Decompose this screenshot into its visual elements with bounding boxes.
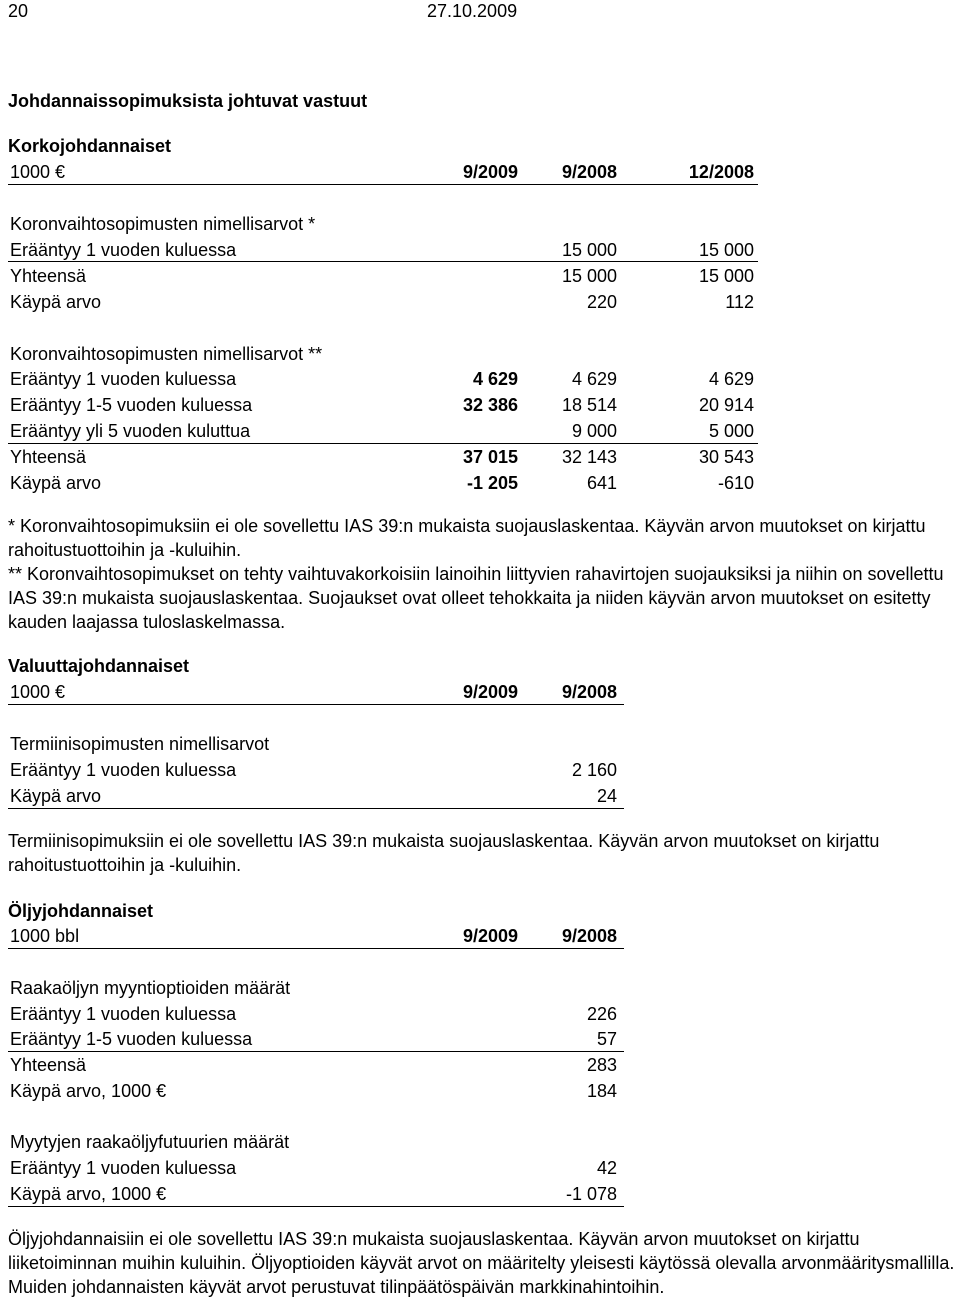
table-cell: 18 514 (561, 395, 617, 415)
oil-notes (8, 1227, 958, 1299)
table-cell: 5 000 (708, 421, 754, 441)
interest-col-3: 12/2008 (688, 162, 754, 182)
interest-group2-label: Koronvaihtosopimusten nimellisarvot ** (10, 344, 323, 364)
row-rule (8, 808, 624, 809)
oil-col-1: 9/2009 (462, 926, 518, 946)
table-cell: -610 (717, 473, 754, 493)
table-row-label: Erääntyy 1 vuoden kuluessa (10, 240, 237, 260)
currency-notes (8, 829, 958, 877)
page-date: 27.10.2009 (427, 1, 518, 21)
table-cell: 226 (586, 1004, 617, 1024)
table-cell: 641 (586, 473, 617, 493)
interest-col-2: 9/2008 (561, 162, 617, 182)
table-cell: 220 (586, 292, 617, 312)
table-cell: 2 160 (571, 760, 617, 780)
table-row-label: Käypä arvo, 1000 € (10, 1081, 167, 1101)
oil-group2-label: Myytyjen raakaöljyfutuurien määrät (10, 1132, 290, 1152)
page-title: Johdannaissopimuksista johtuvat vastuut (8, 91, 368, 111)
table-row-label: Yhteensä (10, 266, 87, 286)
table-row-label: Erääntyy 1-5 vuoden kuluessa (10, 395, 253, 415)
oil-unit: 1000 bbl (10, 926, 80, 946)
page-number: 20 (8, 1, 29, 21)
interest-notes (8, 514, 958, 634)
table-cell: 32 143 (561, 447, 617, 467)
row-rule (8, 1206, 624, 1207)
table-row-label: Erääntyy 1 vuoden kuluessa (10, 760, 237, 780)
interest-heading: Korkojohdannaiset (8, 136, 172, 156)
oil-col-2: 9/2008 (561, 926, 617, 946)
table-row-label: Erääntyy 1 vuoden kuluessa (10, 369, 237, 389)
table-cell: 57 (596, 1029, 617, 1049)
currency-header-rule (8, 704, 624, 705)
currency-heading: Valuuttajohdannaiset (8, 656, 190, 676)
currency-col-1: 9/2009 (462, 682, 518, 702)
table-cell: 30 543 (698, 447, 754, 467)
table-cell: 9 000 (571, 421, 617, 441)
table-cell: 15 000 (561, 266, 617, 286)
interest-note-2: ** Koronvaihtosopimukset on tehty vaihtuvakorkoisiin lainoihin liittyvien rahavirtojen suojauksiksi ja niihin on sovellettu IAS 39:n mukaista suojauslaskentaa. Suojaukset ovat olleet tehokkaita ja niiden käyvän arvon muutokset on esitetty kauden laajassa tuloslaskelmassa. (8, 564, 944, 632)
row-rule (8, 261, 758, 262)
table-row-label: Käypä arvo (10, 292, 102, 312)
table-row-label: Käypä arvo (10, 473, 102, 493)
row-rule (8, 1051, 624, 1052)
table-cell: 37 015 (462, 447, 518, 467)
row-rule (8, 443, 758, 444)
currency-group-label: Termiinisopimusten nimellisarvot (10, 734, 270, 754)
table-cell: 20 914 (698, 395, 754, 415)
interest-col-1: 9/2009 (462, 162, 518, 182)
table-row-label: Erääntyy 1-5 vuoden kuluessa (10, 1029, 253, 1049)
table-row-label: Erääntyy yli 5 vuoden kuluttua (10, 421, 251, 441)
table-cell: 32 386 (462, 395, 518, 415)
table-cell: 4 629 (708, 369, 754, 389)
table-row-label: Käypä arvo (10, 786, 102, 806)
table-row-label: Erääntyy 1 vuoden kuluessa (10, 1158, 237, 1178)
table-row-label: Käypä arvo, 1000 € (10, 1184, 167, 1204)
table-cell: 4 629 (472, 369, 518, 389)
table-cell: 283 (586, 1055, 617, 1075)
currency-col-2: 9/2008 (561, 682, 617, 702)
table-cell: 24 (596, 786, 617, 806)
interest-unit: 1000 € (10, 162, 66, 182)
table-cell: 15 000 (698, 266, 754, 286)
table-cell: -1 205 (466, 473, 518, 493)
interest-group1-label: Koronvaihtosopimusten nimellisarvot * (10, 214, 316, 234)
oil-group1-label: Raakaöljyn myyntioptioiden määrät (10, 978, 291, 998)
table-row-label: Yhteensä (10, 447, 87, 467)
table-cell: 4 629 (571, 369, 617, 389)
interest-note-1: * Koronvaihtosopimuksiin ei ole sovellettu IAS 39:n mukaista suojauslaskentaa. Käyvän arvon muutokset on kirjattu rahoitustuottoihin ja -kuluihin. (8, 516, 926, 560)
table-cell: 112 (725, 292, 754, 312)
table-row-label: Yhteensä (10, 1055, 87, 1075)
currency-unit: 1000 € (10, 682, 66, 702)
table-cell: 184 (586, 1081, 617, 1101)
table-cell: 42 (596, 1158, 617, 1178)
interest-header-rule (8, 184, 758, 185)
table-cell: 15 000 (561, 240, 617, 260)
oil-heading: Öljyjohdannaiset (8, 901, 154, 921)
table-row-label: Erääntyy 1 vuoden kuluessa (10, 1004, 237, 1024)
table-cell: 15 000 (698, 240, 754, 260)
table-cell: -1 078 (565, 1184, 617, 1204)
oil-header-rule (8, 948, 624, 949)
oil-note: Öljyjohdannaisiin ei ole sovellettu IAS 39:n mukaista suojauslaskentaa. Käyvän arvon muutokset on kirjattu liiketoiminnan muihin kuluihin. Öljyoptioiden käyvät arvot on määritelty yleisesti käytössä olevalla arvonmääritysmallilla. Muiden johdannaisten käyvät arvot perustuvat tilinpäätöspäivän markkinahintoihin. (8, 1229, 955, 1297)
currency-note: Termiinisopimuksiin ei ole sovellettu IAS 39:n mukaista suojauslaskentaa. Käyvän arvon muutokset on kirjattu rahoitustuottoihin ja -kuluihin. (8, 831, 880, 875)
